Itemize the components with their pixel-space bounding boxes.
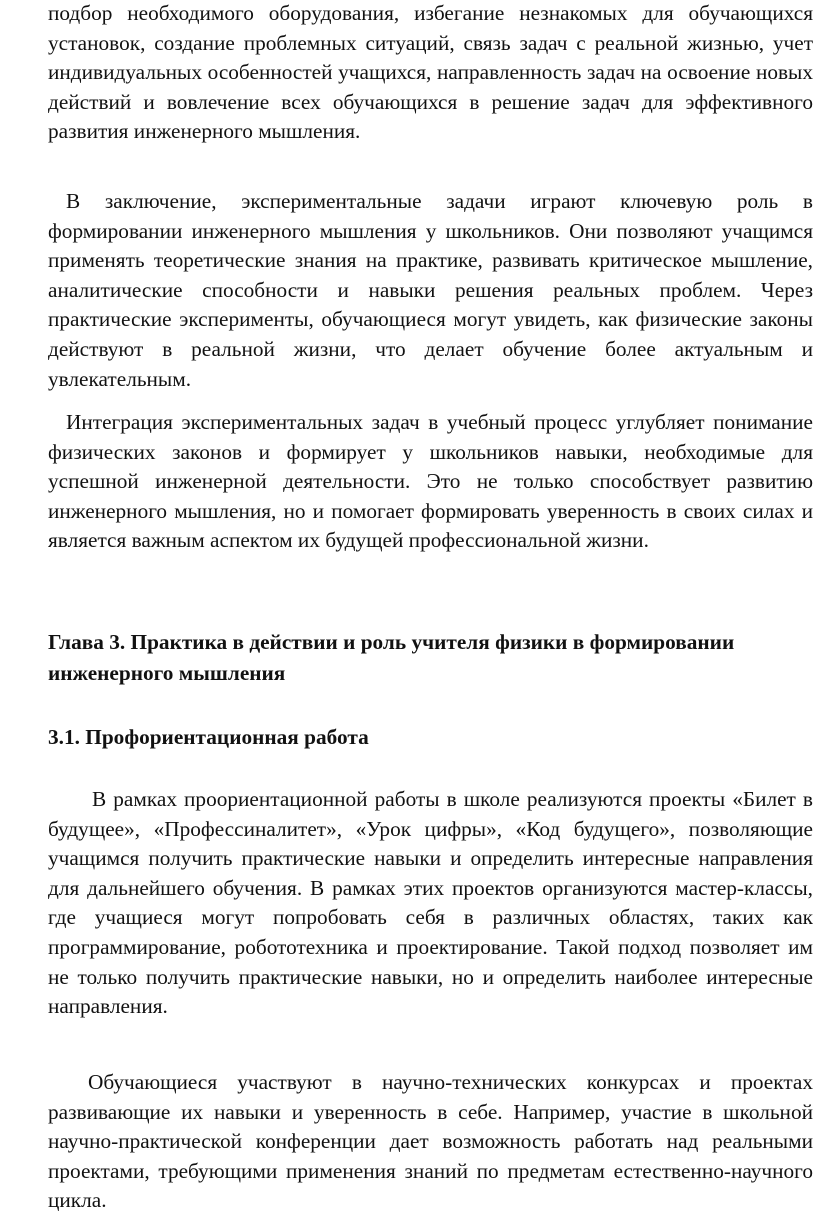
chapter-heading: Глава 3. Практика в действии и роль учителя физики в формировании инженерного мышления [48, 630, 735, 685]
paragraph-career-guidance: В рамках проориентационной работы в школе реализуются проекты «Билет в будущее», «Профессиналитет», «Урок цифры», «Код будущего», позволяющие учащимся получить практические навыки и определить интересные направления для дальнейшего обучения. В рамках этих проектов организуются мастер-классы, где учащиеся могут попробовать себя в различных областях, таких как программирование, робототехника и проектирование. Такой подход позволяет им не только получить практические навыки, но и определить наиболее интересные направления. [48, 787, 813, 1019]
paragraph-conclusion: В заключение, экспериментальные задачи играют ключевую роль в формировании инженерного мышления у школьников. Они позволяют учащимся применять теоретические знания на практике, развивать критическое мышление, аналитические способности и навыки решения реальных проблем. Через практические эксперименты, обучающиеся могут увидеть, как физические законы действуют в реальной жизни, что делает обучение более актуальным и увлекательным. [48, 189, 813, 391]
paragraph-integration: Интеграция экспериментальных задач в учебный процесс углубляет понимание физических законов и формирует у школьников навыки, необходимые для успешной инженерной деятельности. Это не только способствует развитию инженерного мышления, но и помогает формировать уверенность в своих силах и является важным аспектом их будущей профессиональной жизни. [48, 410, 813, 553]
paragraph-equipment-selection: подбор необходимого оборудования, избегание незнакомых для обучающихся установок, создание проблемных ситуаций, связь задач с реальной жизнью, учет индивидуальных особенностей учащихся, направленность задач на освоение новых действий и вовлечение всех обучающихся в решение задач для эффективного развития инженерного мышления. [48, 1, 813, 144]
paragraph-competitions: Обучающиеся участвуют в научно-технических конкурсах и проектах развивающие их навыки и уверенность в себе. Например, участие в школьной научно-практической конференции дает возможность работать над реальными проектами, требующими применения знаний по предметам естественно-научного цикла. [48, 1070, 813, 1213]
section-heading: 3.1. Профориентационная работа [48, 725, 369, 749]
